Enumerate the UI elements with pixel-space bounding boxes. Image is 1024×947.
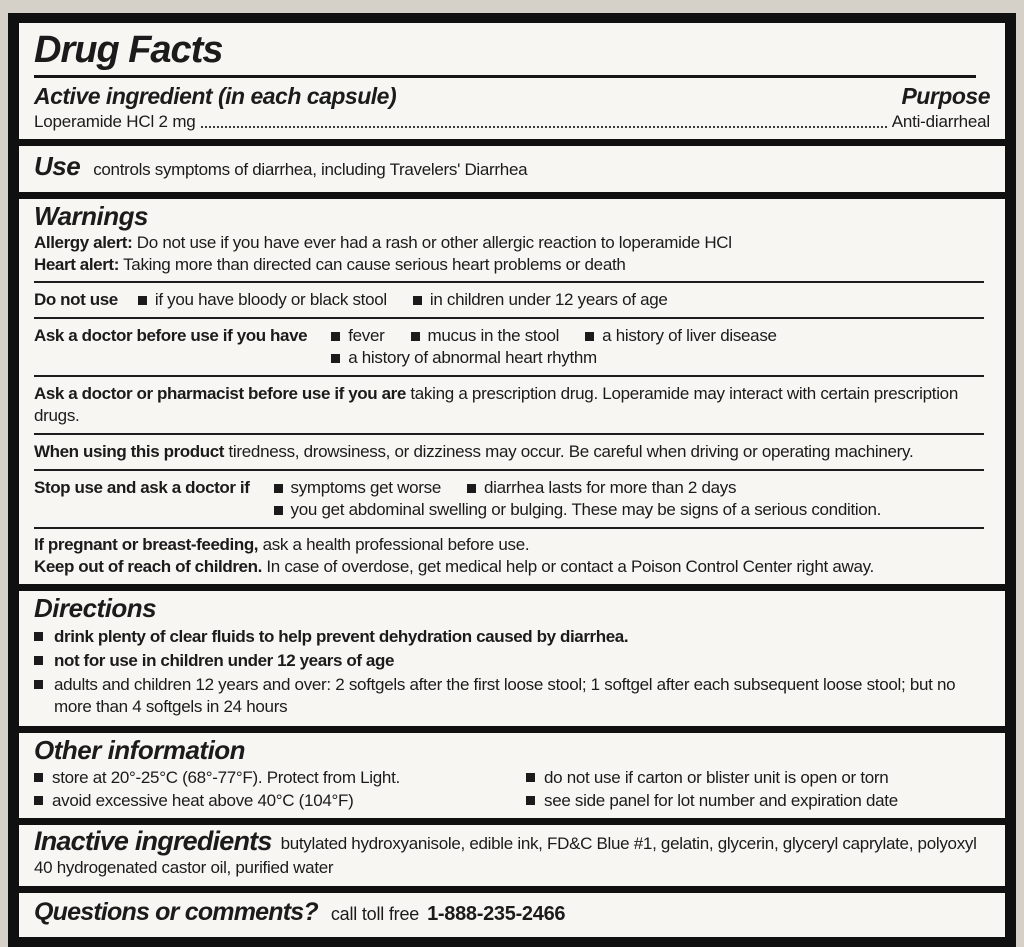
bullet-text: adults and children 12 years and over: 2 softgels after the first loose stool; 1 softgel after each subsequent loose stool; but no more than 4 softgels in 24 hours [54, 675, 956, 716]
warnings-heading: Warnings [34, 201, 148, 231]
bullet-square-icon [34, 656, 43, 665]
directions-bullet [34, 650, 990, 672]
directions-heading: Directions [34, 593, 157, 623]
section-questions [19, 893, 1005, 937]
inactive-ingredients-heading: Inactive ingredients [34, 826, 272, 856]
section-directions [19, 591, 1005, 726]
bullet-square-icon [274, 484, 283, 493]
toll-free-phone-number: 1-888-235-2466 [427, 903, 566, 925]
bullet-line [331, 325, 776, 347]
bullet-text: a history of abnormal heart rhythm [348, 348, 597, 367]
warnings-divider [34, 317, 984, 319]
bullet-item [411, 325, 560, 347]
stop-use-bullets [274, 477, 882, 521]
when-using-line [34, 440, 990, 464]
bullet-text: avoid excessive heat above 40°C (104°F) [52, 791, 354, 810]
bullet-square-icon [34, 773, 43, 782]
bullet-text: symptoms get worse [290, 478, 441, 497]
bullet-text: if you have bloody or black stool [154, 290, 387, 309]
ask-doctor-row [34, 324, 990, 370]
inactive-ingredients-line [34, 827, 990, 880]
pregnant-label: If pregnant or breast-feeding, [34, 535, 259, 554]
questions-text: call toll free [330, 904, 420, 924]
section-inactive-ingredients [19, 825, 1005, 886]
bullet-square-icon [34, 796, 43, 805]
other-info-bullet [526, 766, 990, 789]
bullet-line [331, 347, 776, 369]
bullet-square-icon [526, 773, 535, 782]
bullet-square-icon [411, 332, 420, 341]
bullet-text: drink plenty of clear fluids to help prevent dehydration caused by diarrhea. [54, 627, 629, 646]
bullet-square-icon [413, 296, 422, 305]
ask-pharmacist-label: Ask a doctor or pharmacist before use if you are [34, 384, 406, 403]
section-title-active-ingredient [19, 23, 1005, 139]
warnings-divider [34, 469, 984, 471]
ingredient-row [34, 110, 990, 133]
bullet-line [274, 477, 882, 499]
bullet-item [331, 325, 384, 347]
bullet-text: store at 20°-25°C (68°-77°F). Protect from Light. [52, 768, 400, 787]
heart-alert-line [34, 254, 990, 276]
bullet-line [274, 499, 882, 521]
allergy-alert-text: Do not use if you have ever had a rash or other allergic reaction to loperamide HCl [136, 233, 732, 252]
heart-alert-label: Heart alert: [34, 255, 119, 274]
active-ingredient-header-row [34, 82, 990, 110]
ask-pharmacist-text: taking a prescription drug. Loperamide may interact with certain prescription drugs. [34, 384, 958, 425]
bullet-text: see side panel for lot number and expiration date [544, 791, 898, 810]
warnings-divider [34, 281, 984, 283]
other-info-bullet [34, 766, 526, 789]
section-warnings [19, 199, 1005, 584]
bullet-item [467, 477, 736, 499]
bullet-square-icon [331, 354, 340, 363]
questions-row [34, 895, 990, 931]
other-information-left-column [34, 766, 526, 812]
keep-out-of-reach-label: Keep out of reach of children. [34, 557, 262, 576]
ask-pharmacist-line [34, 382, 990, 428]
bullet-square-icon [467, 484, 476, 493]
active-ingredient-heading: Active ingredient (in each capsule) [34, 83, 397, 109]
stop-use-label: Stop use and ask a doctor if [34, 478, 250, 497]
drug-facts-card [8, 13, 1016, 947]
ingredient-purpose: Anti-diarrheal [891, 112, 990, 131]
bullet-square-icon [34, 632, 43, 641]
bullet-item [274, 477, 441, 499]
use-text: controls symptoms of diarrhea, including Travelers' Diarrhea [93, 160, 528, 179]
page-title: Drug Facts [34, 29, 223, 71]
other-info-bullet [34, 789, 526, 812]
stop-use-row [34, 476, 990, 522]
keep-out-of-reach-line [34, 556, 990, 578]
other-information-right-column [526, 766, 990, 812]
bullet-square-icon [138, 296, 147, 305]
warnings-divider [34, 375, 984, 377]
section-use [19, 146, 1005, 192]
pregnant-text: ask a health professional before use. [262, 535, 530, 554]
bullet-text: a history of liver disease [602, 326, 777, 345]
bullet-square-icon [274, 506, 283, 515]
section-other-information [19, 733, 1005, 818]
heart-alert-text: Taking more than directed can cause serious heart problems or death [123, 255, 626, 274]
when-using-text: tiredness, drowsiness, or dizziness may occur. Be careful when driving or operating machinery. [228, 442, 914, 461]
use-row [34, 148, 990, 186]
bullet-item [585, 325, 777, 347]
do-not-use-row [34, 288, 990, 312]
ask-doctor-bullets [331, 325, 776, 369]
bullet-text: in children under 12 years of age [429, 290, 668, 309]
purpose-heading: Purpose [901, 83, 990, 109]
inactive-ingredients-text: butylated hydroxyanisole, edible ink, FD&C Blue #1, gelatin, glycerin, glyceryl caprylate, polyoxyl 40 hydrogenated castor oil, purified water [34, 834, 977, 877]
bullet-text: do not use if carton or blister unit is open or torn [544, 768, 889, 787]
when-using-label: When using this product [34, 442, 225, 461]
bullet-item [138, 289, 387, 311]
do-not-use-bullets [138, 289, 668, 311]
keep-out-of-reach-text: In case of overdose, get medical help or contact a Poison Control Center right away. [266, 557, 874, 576]
ask-doctor-label: Ask a doctor before use if you have [34, 326, 308, 345]
allergy-alert-label: Allergy alert: [34, 233, 133, 252]
do-not-use-label: Do not use [34, 290, 118, 309]
allergy-alert-line [34, 232, 990, 254]
bullet-text: fever [348, 326, 385, 345]
bullet-square-icon [585, 332, 594, 341]
other-information-heading: Other information [34, 735, 246, 765]
bullet-text: mucus in the stool [427, 326, 560, 345]
warnings-divider [34, 527, 984, 529]
warnings-divider [34, 433, 984, 435]
other-information-columns [34, 766, 990, 812]
dotted-leader [201, 126, 887, 128]
bullet-text: not for use in children under 12 years of age [54, 651, 395, 670]
directions-bullet [34, 674, 990, 718]
bullet-item [413, 289, 668, 311]
use-heading: Use [34, 151, 81, 181]
bullet-square-icon [526, 796, 535, 805]
bullet-item [274, 499, 882, 521]
directions-bullet [34, 626, 990, 648]
ingredient-name: Loperamide HCl 2 mg [34, 112, 196, 131]
other-info-bullet [526, 789, 990, 812]
bullet-text: you get abdominal swelling or bulging. These may be signs of a serious condition. [290, 500, 882, 519]
bullet-square-icon [34, 680, 43, 689]
questions-heading: Questions or comments? [34, 898, 318, 926]
title-divider [34, 75, 976, 78]
bullet-text: diarrhea lasts for more than 2 days [484, 478, 737, 497]
bullet-item [331, 347, 597, 369]
bullet-square-icon [331, 332, 340, 341]
pregnant-line [34, 534, 990, 556]
